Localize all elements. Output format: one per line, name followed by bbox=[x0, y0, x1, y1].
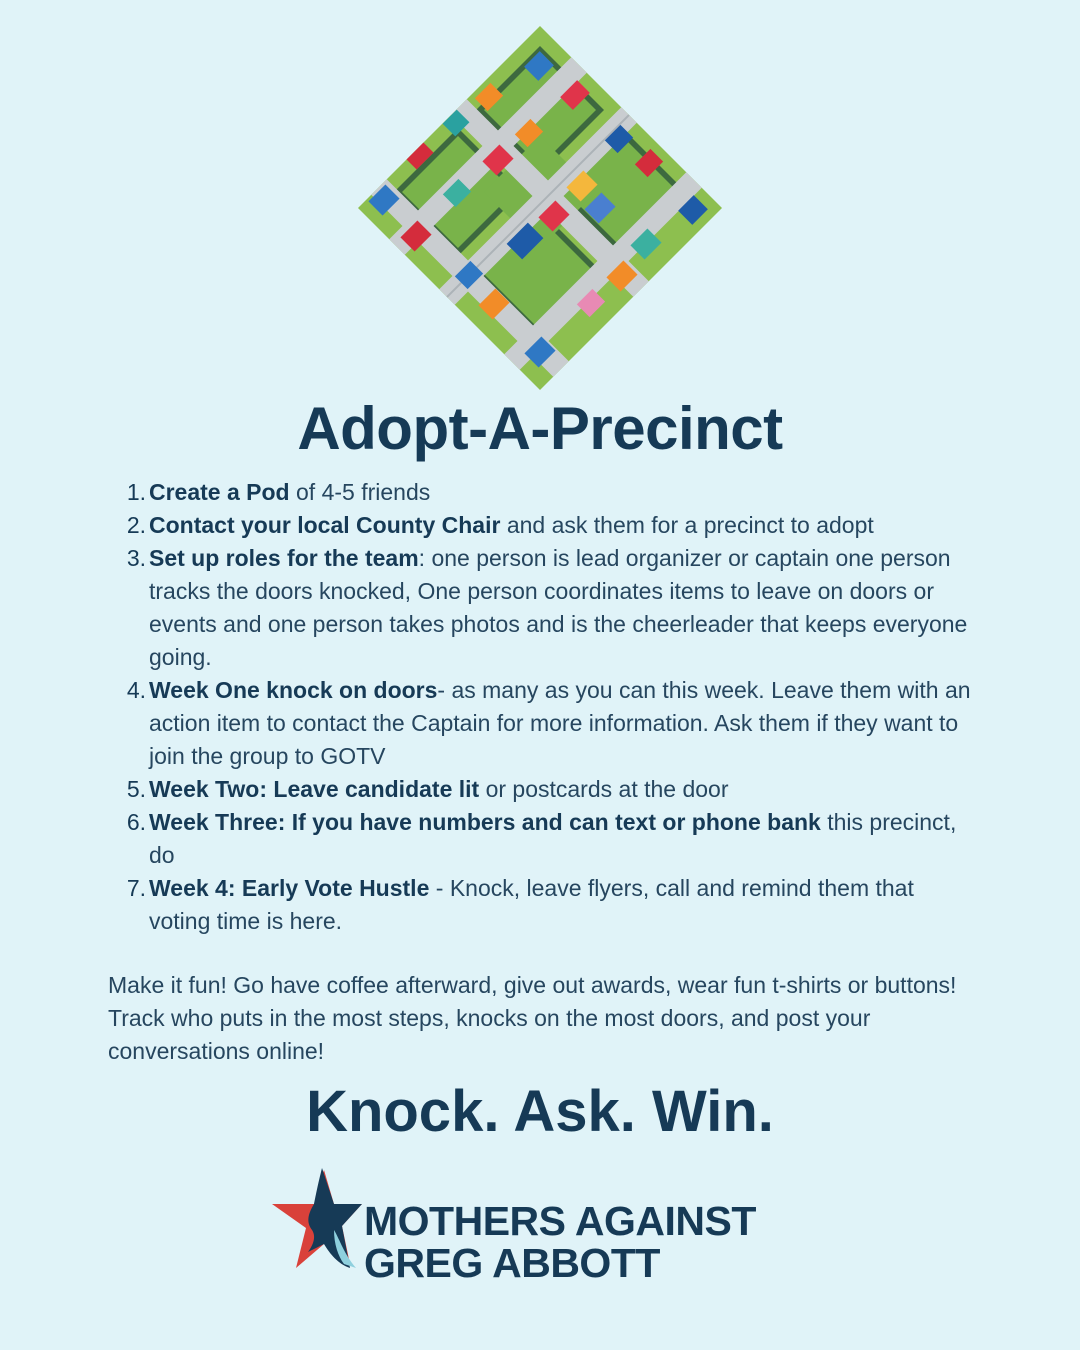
step-number: 6. bbox=[126, 809, 146, 835]
step-text: or postcards at the door bbox=[479, 776, 729, 802]
step-text: of 4-5 friends bbox=[289, 479, 431, 505]
step-text: and ask them for a precinct to adopt bbox=[500, 512, 874, 538]
step-heading: Week Three: If you have numbers and can text or phone bank bbox=[149, 809, 821, 835]
step-number: 4. bbox=[126, 677, 146, 703]
step-number: 2. bbox=[126, 512, 146, 538]
list-item bbox=[128, 542, 978, 674]
step-heading: Set up roles for the team bbox=[149, 545, 419, 571]
step-text: - as many as you can this week. Leave them with an action item to contact the Captain for more information. Ask them if they want to join the group to GOTV bbox=[149, 677, 971, 769]
step-number: 1. bbox=[126, 479, 146, 505]
logo-text-line2: GREG ABBOTT bbox=[364, 1240, 660, 1286]
slogan: Knock. Ask. Win. bbox=[306, 1079, 774, 1144]
closing-paragraph: Make it fun! Go have coffee afterward, give out awards, wear fun t-shirts or buttons! Track who puts in the most steps, knocks on the most doors, and post your conversations online! bbox=[108, 972, 957, 1064]
texas-star-mother-silhouette-icon bbox=[272, 1164, 372, 1284]
logo-text-line1: MOTHERS AGAINST bbox=[364, 1198, 756, 1244]
step-heading: Create a Pod bbox=[149, 479, 290, 505]
list-item bbox=[128, 806, 978, 872]
steps-list bbox=[128, 476, 978, 938]
step-number: 3. bbox=[126, 545, 146, 571]
list-item bbox=[128, 476, 978, 509]
step-heading: Contact your local County Chair bbox=[149, 512, 501, 538]
list-item bbox=[128, 773, 978, 806]
organization-logo bbox=[272, 1164, 812, 1284]
step-number: 5. bbox=[126, 776, 146, 802]
step-heading: Week One knock on doors bbox=[149, 677, 438, 703]
list-item bbox=[128, 674, 978, 773]
neighborhood-map-icon bbox=[358, 26, 722, 390]
step-number: 7. bbox=[126, 875, 146, 901]
step-heading: Week Two: Leave candidate lit bbox=[149, 776, 480, 802]
step-text: - Knock, leave flyers, call and remind them that voting time is here. bbox=[149, 875, 914, 934]
step-text: this precinct, do bbox=[149, 809, 957, 868]
step-text: : one person is lead organizer or captain one person tracks the doors knocked, One person coordinates items to leave on doors or events and one person takes photos and is the cheerleader that keeps everyone going. bbox=[149, 545, 968, 670]
step-heading: Week 4: Early Vote Hustle bbox=[149, 875, 430, 901]
page-title: Adopt-A-Precinct bbox=[297, 395, 783, 462]
list-item bbox=[128, 509, 978, 542]
list-item bbox=[128, 872, 978, 938]
